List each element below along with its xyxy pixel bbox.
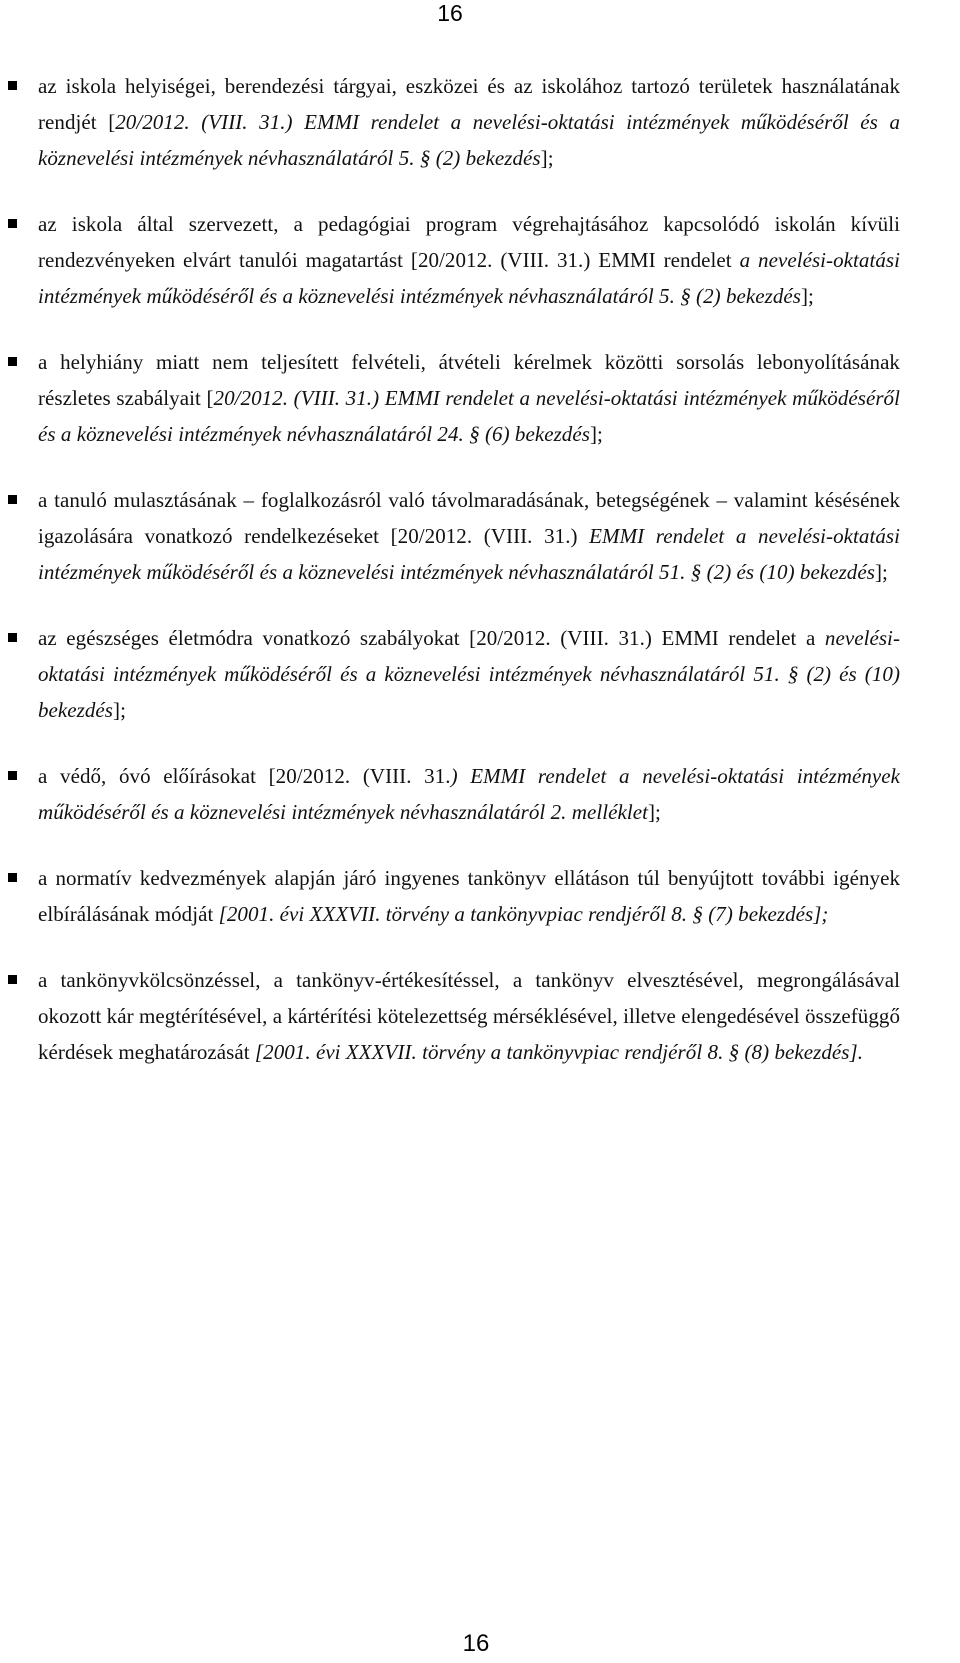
list-item	[38, 68, 900, 176]
square-bullet-icon	[8, 873, 17, 882]
list-item	[38, 206, 900, 314]
legal-reference-text: a nevelési-oktatási intézmények működéséről és a köznevelési intézmények névhasználatáról 5. § (2) bekezdés	[38, 248, 900, 308]
legal-reference-text: [2001. évi XXXVII. törvény a tankönyvpiac rendjéről 8. § (8) bekezdés].	[254, 1040, 864, 1064]
square-bullet-icon	[8, 81, 17, 90]
list-item-text	[38, 206, 900, 314]
item-text: a helyhiány miatt nem teljesített felvételi, átvételi kérelmek közötti sorsolás lebonyolításának részletes szabályait [	[38, 350, 900, 410]
list-item	[38, 758, 900, 830]
item-text: ];	[647, 800, 661, 824]
item-text: az iskola helyiségei, berendezési tárgyai, eszközei és az iskolához tartozó területek használatának rendjét [	[38, 74, 900, 134]
square-bullet-icon	[8, 357, 17, 366]
square-bullet-icon	[8, 975, 17, 984]
item-text: ];	[874, 560, 888, 584]
rules-list	[38, 68, 900, 1100]
page-number-top: 16	[437, 0, 463, 26]
item-text: az egészséges életmódra vonatkozó szabályokat [20/2012. (VIII. 31.) EMMI rendelet a	[38, 626, 825, 650]
legal-reference-text: EMMI rendelet a nevelési-oktatási intézmények működéséről és a köznevelési intézmények névhasználatáról 51. § (2) és (10) bekezdés	[38, 524, 900, 584]
list-item	[38, 620, 900, 728]
item-text: ];	[801, 284, 814, 308]
list-item	[38, 482, 900, 590]
legal-reference-text: 20/2012. (VIII. 31.) EMMI rendelet a nevelési-oktatási intézmények működéséről és a köznevelési intézmények névhasználatáról 5. § (2) bekezdés	[38, 110, 900, 170]
legal-reference-text: [2001. évi XXXVII. törvény a tankönyvpiac rendjéről 8. § (7) bekezdés];	[218, 902, 829, 926]
legal-reference-text: nevelési-oktatási intézmények működéséről és a köznevelési intézmények névhasználatáról 51. § (2) és (10) bekezdés	[38, 626, 900, 722]
list-item-text	[38, 860, 900, 932]
list-item-text	[38, 482, 900, 590]
item-text: a tankönyvkölcsönzéssel, a tankönyv-értékesítéssel, a tankönyv elvesztésével, megrongálásával okozott kár megtérítésével, a kártérítési kötelezettség mérséklésével, illetve elengedésével összefüggő kérdések meghatározását	[38, 968, 900, 1064]
item-text: a védő, óvó előírásokat [20/2012. (VIII. 31.	[38, 764, 451, 788]
legal-reference-text: 20/2012. (VIII. 31.) EMMI rendelet a nevelési-oktatási intézmények működéséről és a köznevelési intézmények névhasználatáról 24. § (6) bekezdés	[38, 386, 900, 446]
list-item-text	[38, 962, 900, 1070]
square-bullet-icon	[8, 771, 17, 780]
square-bullet-icon	[8, 219, 17, 228]
list-item-text	[38, 620, 900, 728]
item-text: ];	[113, 698, 126, 722]
item-text: a tanuló mulasztásának – foglalkozásról való távolmaradásának, betegségének – valamint késésének igazolására vonatkozó rendelkezéseket [20/2012. (VIII. 31.)	[38, 488, 900, 548]
item-text: ];	[540, 146, 554, 170]
list-item-text	[38, 344, 900, 452]
list-item-text	[38, 758, 900, 830]
square-bullet-icon	[8, 495, 17, 504]
list-item-text	[38, 68, 900, 176]
list-item	[38, 344, 900, 452]
list-item	[38, 860, 900, 932]
item-text: ];	[589, 422, 603, 446]
item-text: a normatív kedvezmények alapján járó ingyenes tankönyv ellátáson túl benyújtott további igények elbírálásának módját	[38, 866, 900, 926]
legal-reference-text: ) EMMI rendelet a nevelési-oktatási intézmények működéséről és a köznevelési intézmények névhasználatáról 2. melléklet	[38, 764, 900, 824]
item-text: az iskola által szervezett, a pedagógiai program végrehajtásához kapcsolódó iskolán kívüli rendezvényeken elvárt tanulói magatartást [20/2012. (VIII. 31.) EMMI rendelet	[38, 212, 900, 272]
list-item	[38, 962, 900, 1070]
page-number-bottom: 16	[462, 1630, 490, 1657]
square-bullet-icon	[8, 633, 17, 642]
